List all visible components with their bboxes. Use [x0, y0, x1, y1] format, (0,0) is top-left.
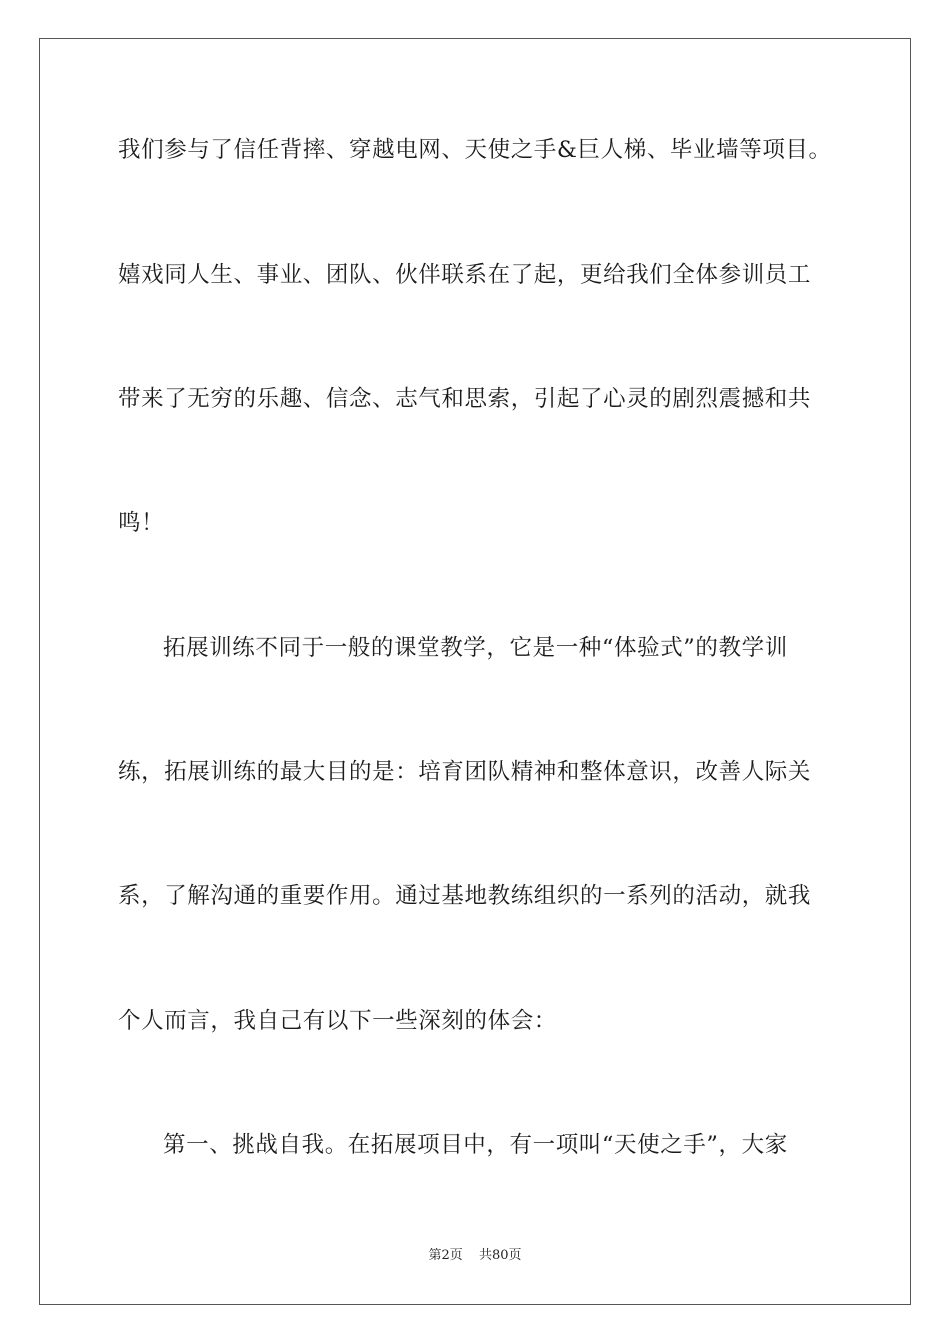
- paragraph-line-9: 第一、挑战自我。在拓展项目中，有一项叫“天使之手”，大家: [163, 1132, 788, 1158]
- page-number: 第2页: [428, 1248, 463, 1263]
- paragraph-line-2: 嬉戏同人生、事业、团队、伙伴联系在了起，更给我们全体参训员工: [118, 262, 812, 288]
- page-footer: [0, 1247, 950, 1265]
- paragraph-line-7: 系，了解沟通的重要作用。通过基地教练组织的一系列的活动，就我: [118, 883, 812, 909]
- paragraph-line-5: 拓展训练不同于一般的课堂教学，它是一种“体验式”的教学训: [163, 635, 788, 661]
- page-border: [39, 38, 911, 1305]
- paragraph-line-3: 带来了无穷的乐趣、信念、志气和思索，引起了心灵的剧烈震撼和共: [118, 386, 812, 412]
- paragraph-line-1: 我们参与了信任背摔、穿越电网、天使之手&巨人梯、毕业墙等项目。: [118, 137, 832, 163]
- page-total: 共80页: [478, 1248, 522, 1263]
- paragraph-line-4: 鸣！: [118, 510, 165, 536]
- paragraph-line-6: 练，拓展训练的最大目的是：培育团队精神和整体意识，改善人际关: [118, 759, 812, 785]
- paragraph-line-8: 个人而言，我自己有以下一些深刻的体会：: [118, 1008, 557, 1034]
